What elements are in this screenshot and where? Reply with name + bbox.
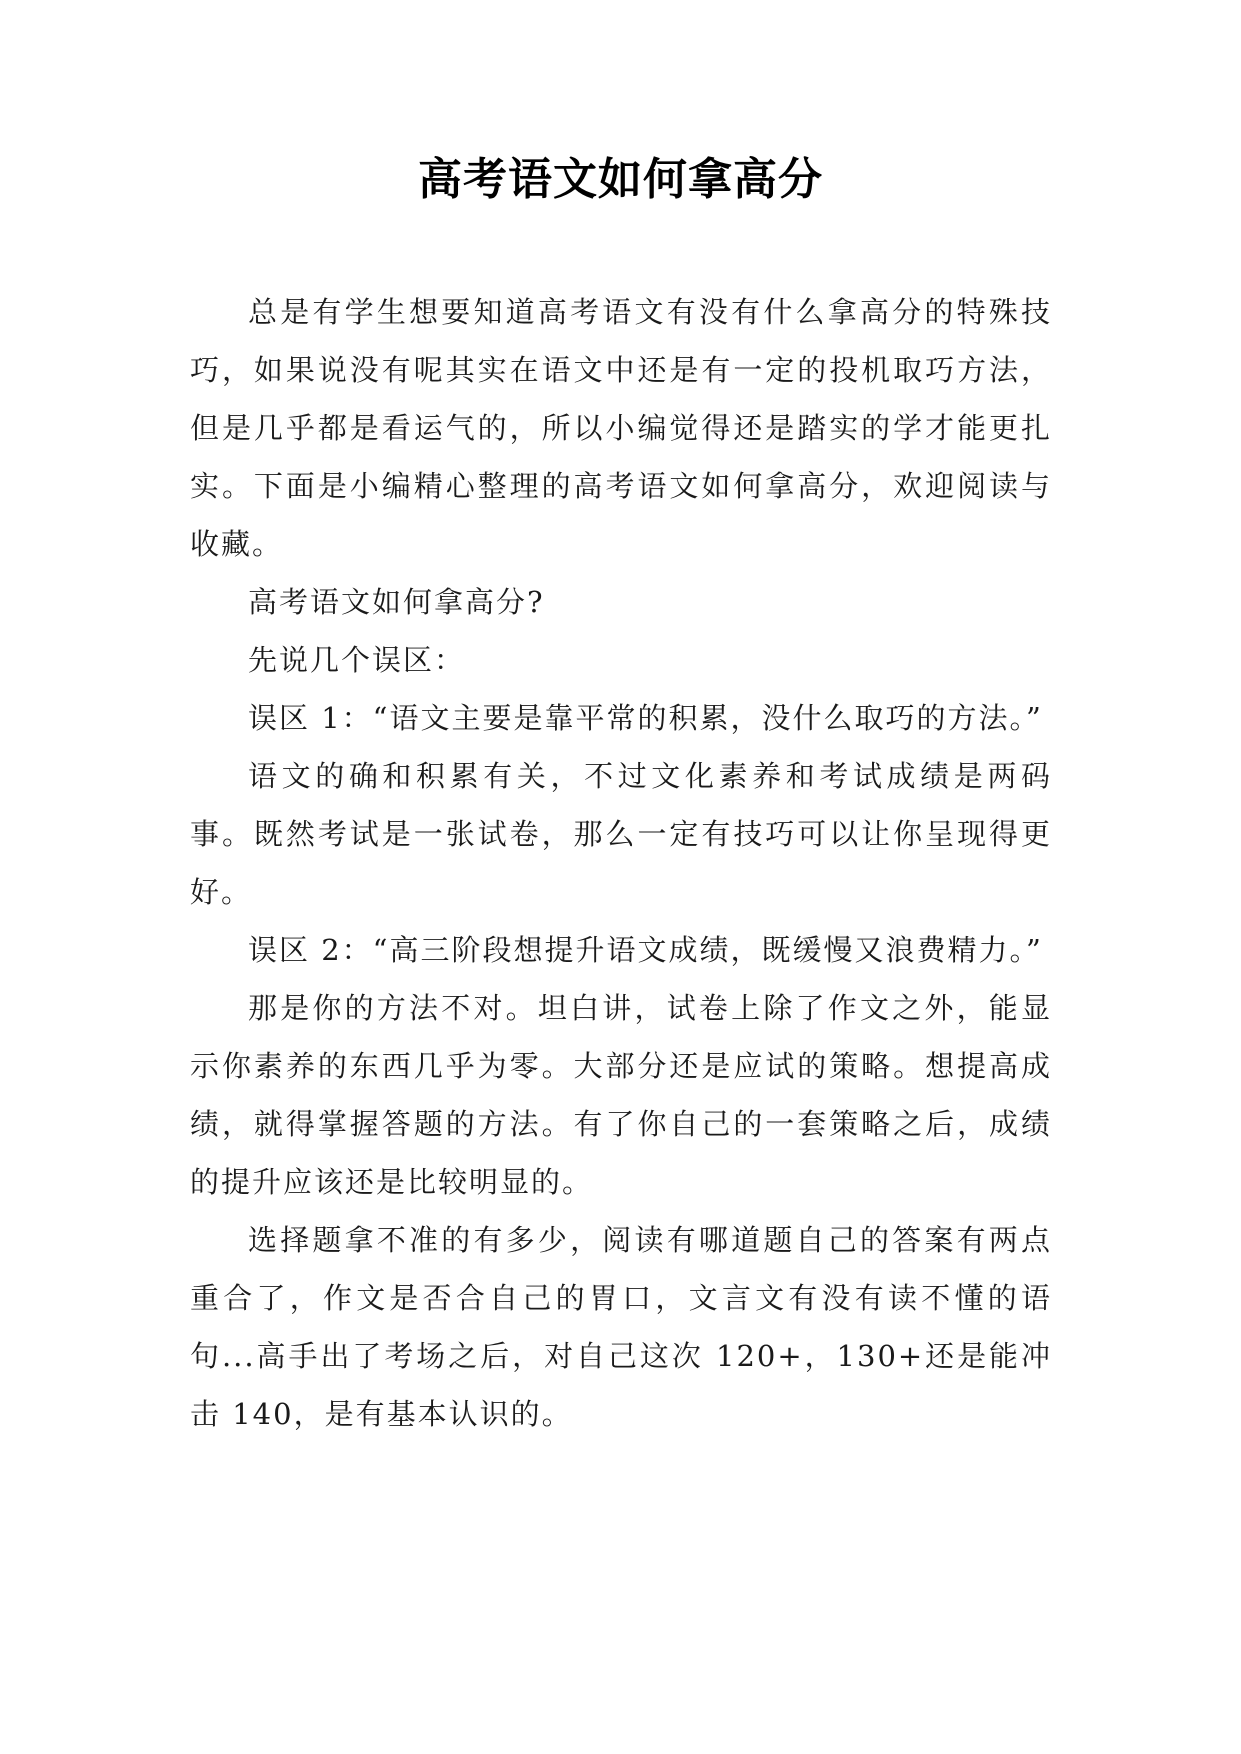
paragraph-question: 高考语文如何拿高分? xyxy=(248,585,545,619)
paragraph-misconception-1-explanation: 语文的确和积累有关，不过文化素养和考试成绩是两码事。既然考试是一张试卷，那么一定有技巧可以让你呈现得更好。 xyxy=(190,759,1052,909)
paragraph-misconception-1: 误区 1：“语文主要是靠平常的积累，没什么取巧的方法。” xyxy=(248,701,1043,735)
document-title: 高考语文如何拿高分 xyxy=(418,154,823,205)
paragraph-misconception-2: 误区 2：“高三阶段想提升语文成绩，既缓慢又浪费精力。” xyxy=(248,933,1043,967)
paragraph-intro: 总是有学生想要知道高考语文有没有什么拿高分的特殊技巧，如果说没有呢其实在语文中还是有一定的投机取巧方法，但是几乎都是看运气的，所以小编觉得还是踏实的学才能更扎实。下面是小编精心整理的高考语文如何拿高分，欢迎阅读与收藏。 xyxy=(190,295,1052,561)
paragraph-misconception-2-explanation: 那是你的方法不对。坦白讲，试卷上除了作文之外，能显示你素养的东西几乎为零。大部分还是应试的策略。想提高成绩，就得掌握答题的方法。有了你自己的一套策略之后，成绩的提升应该还是比较明显的。 xyxy=(190,991,1052,1199)
paragraph-misconceptions-heading: 先说几个误区： xyxy=(248,643,466,677)
document-body xyxy=(190,283,1052,1443)
paragraph-self-assessment: 选择题拿不准的有多少，阅读有哪道题自己的答案有两点重合了，作文是否合自己的胃口，文言文有没有读不懂的语句...高手出了考场之后，对自己这次 120+，130+还是能冲击 140，是有基本认识的。 xyxy=(190,1223,1052,1431)
